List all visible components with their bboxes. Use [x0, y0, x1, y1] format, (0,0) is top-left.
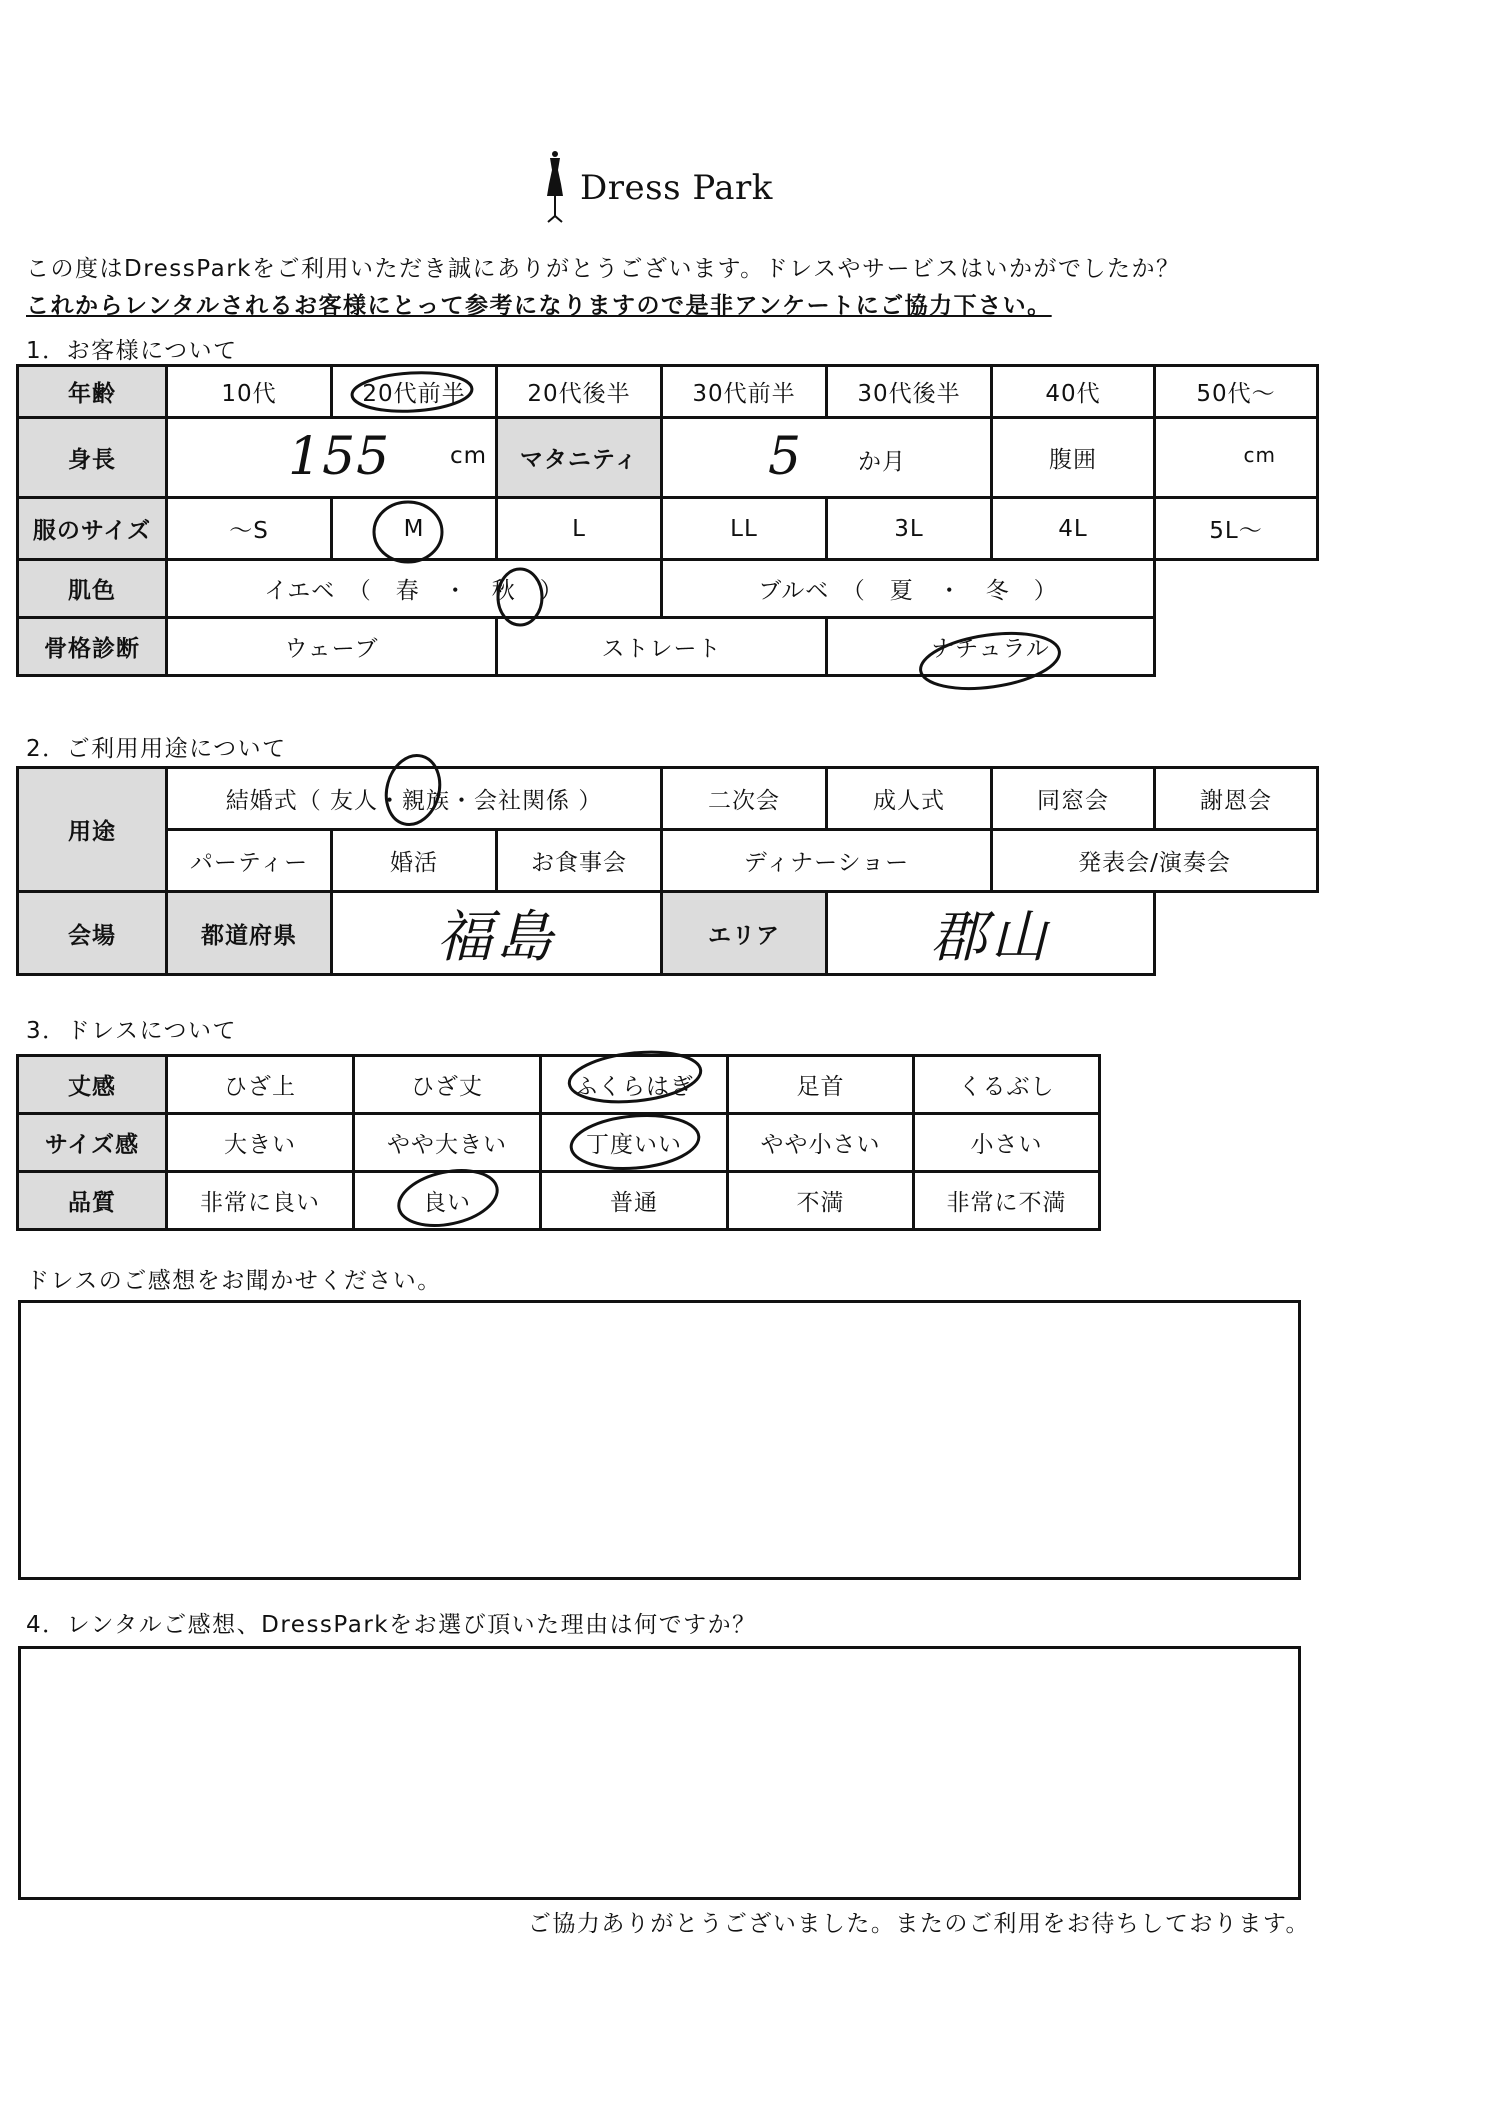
frame-option-straight[interactable]: ストレート: [497, 618, 827, 676]
size-option-s[interactable]: ～S: [167, 498, 332, 560]
rental-comment-box[interactable]: [18, 1646, 1301, 1900]
purpose-konkatsu[interactable]: 婚活: [332, 830, 497, 892]
dress-comment-prompt: ドレスのご感想をお聞かせください。: [26, 1268, 442, 1294]
size-option-m[interactable]: M: [332, 498, 497, 560]
fit-small[interactable]: 小さい: [914, 1114, 1100, 1172]
height-unit: cm: [449, 443, 487, 469]
length-calf[interactable]: ふくらはぎ: [541, 1056, 728, 1114]
purpose-coming-of-age[interactable]: 成人式: [827, 768, 992, 830]
fit-label: サイズ感: [18, 1114, 167, 1172]
fit-just-right[interactable]: 丁度いい: [541, 1114, 728, 1172]
size-label: 服のサイズ: [18, 498, 167, 560]
age-label: 年齢: [18, 366, 167, 418]
size-option-4l[interactable]: 4L: [992, 498, 1155, 560]
waist-field[interactable]: [1155, 418, 1318, 498]
fit-slightly-small[interactable]: やや小さい: [728, 1114, 914, 1172]
size-option-3l[interactable]: 3L: [827, 498, 992, 560]
purpose-recital[interactable]: 発表会/演奏会: [992, 830, 1318, 892]
purpose-party[interactable]: パーティー: [167, 830, 332, 892]
quality-average[interactable]: 普通: [541, 1172, 728, 1230]
section4-title: 4．レンタルご感想、DressParkをお選び頂いた理由は何ですか？: [26, 1612, 757, 1638]
age-option-early-20s[interactable]: 20代前半: [332, 366, 497, 418]
purpose-dinner-show[interactable]: ディナーショー: [662, 830, 992, 892]
purpose-dinner[interactable]: お食事会: [497, 830, 662, 892]
purpose-afterparty[interactable]: 二次会: [662, 768, 827, 830]
age-option-early-30s[interactable]: 30代前半: [662, 366, 827, 418]
purpose-table: [16, 766, 1319, 976]
maternity-value: 5: [768, 427, 803, 487]
age-option-late-30s[interactable]: 30代後半: [827, 366, 992, 418]
intro-text: この度はDressParkをご利用いただき誠にありがとうございます。ドレスやサービスはいかがでしたか？: [26, 256, 1181, 282]
skin-option-blue[interactable]: ブルベ （ 夏 ・ 冬 ）: [662, 560, 1155, 618]
height-label: 身長: [18, 418, 167, 498]
maternity-field[interactable]: [662, 418, 992, 498]
thanks-message: ご協力ありがとうございました。またのご利用をお待ちしております。: [527, 1911, 1310, 1937]
size-option-5l[interactable]: 5L～: [1155, 498, 1318, 560]
age-option-50s[interactable]: 50代～: [1155, 366, 1318, 418]
fit-slightly-large[interactable]: やや大きい: [354, 1114, 541, 1172]
quality-very-good[interactable]: 非常に良い: [167, 1172, 354, 1230]
dress-comment-box[interactable]: [18, 1300, 1301, 1580]
height-field[interactable]: [167, 418, 497, 498]
maternity-label: マタニティ: [497, 418, 662, 498]
length-label: 丈感: [18, 1056, 167, 1114]
intro-request: これからレンタルされるお客様にとって参考になりますので是非アンケートにご協力下さい。: [26, 293, 1052, 319]
purpose-reunion[interactable]: 同窓会: [992, 768, 1155, 830]
purpose-wedding[interactable]: 結婚式（ 友人・親族・会社関係 ）: [167, 768, 662, 830]
prefecture-label: 都道府県: [167, 892, 332, 975]
venue-label: 会場: [18, 892, 167, 975]
quality-label: 品質: [18, 1172, 167, 1230]
age-option-late-20s[interactable]: 20代後半: [497, 366, 662, 418]
customer-table: [16, 364, 1319, 677]
maternity-unit: か月: [858, 449, 906, 475]
prefecture-value[interactable]: 福島: [332, 892, 662, 975]
section3-title: 3．ドレスについて: [26, 1018, 237, 1044]
purpose-label: 用途: [18, 768, 167, 892]
section2-title: 2．ご利用用途について: [26, 736, 287, 762]
logo: [540, 150, 800, 220]
skin-option-yellow[interactable]: イエベ （ 春 ・ 秋 ）: [167, 560, 662, 618]
age-option-40s[interactable]: 40代: [992, 366, 1155, 418]
length-ankle[interactable]: 足首: [728, 1056, 914, 1114]
quality-good[interactable]: 良い: [354, 1172, 541, 1230]
length-knee[interactable]: ひざ丈: [354, 1056, 541, 1114]
size-option-l[interactable]: L: [497, 498, 662, 560]
frame-option-wave[interactable]: ウェーブ: [167, 618, 497, 676]
age-option-10s[interactable]: 10代: [167, 366, 332, 418]
frame-option-natural[interactable]: ナチュラル: [827, 618, 1155, 676]
waist-label: 腹囲: [992, 418, 1155, 498]
quality-very-poor[interactable]: 非常に不満: [914, 1172, 1100, 1230]
dress-form-icon: [540, 150, 570, 230]
size-option-ll[interactable]: LL: [662, 498, 827, 560]
waist-unit: cm: [1243, 443, 1276, 467]
height-value: 155: [288, 427, 391, 487]
area-label: エリア: [662, 892, 827, 975]
length-above-knee[interactable]: ひざ上: [167, 1056, 354, 1114]
section1-title: 1．お客様について: [26, 338, 238, 364]
length-heel[interactable]: くるぶし: [914, 1056, 1100, 1114]
area-value[interactable]: 郡山: [827, 892, 1155, 975]
quality-poor[interactable]: 不満: [728, 1172, 914, 1230]
purpose-thanks-party[interactable]: 謝恩会: [1155, 768, 1318, 830]
skin-label: 肌色: [18, 560, 167, 618]
fit-large[interactable]: 大きい: [167, 1114, 354, 1172]
brand-name: Dress Park: [580, 168, 773, 208]
frame-label: 骨格診断: [18, 618, 167, 676]
dress-table: [16, 1054, 1101, 1231]
